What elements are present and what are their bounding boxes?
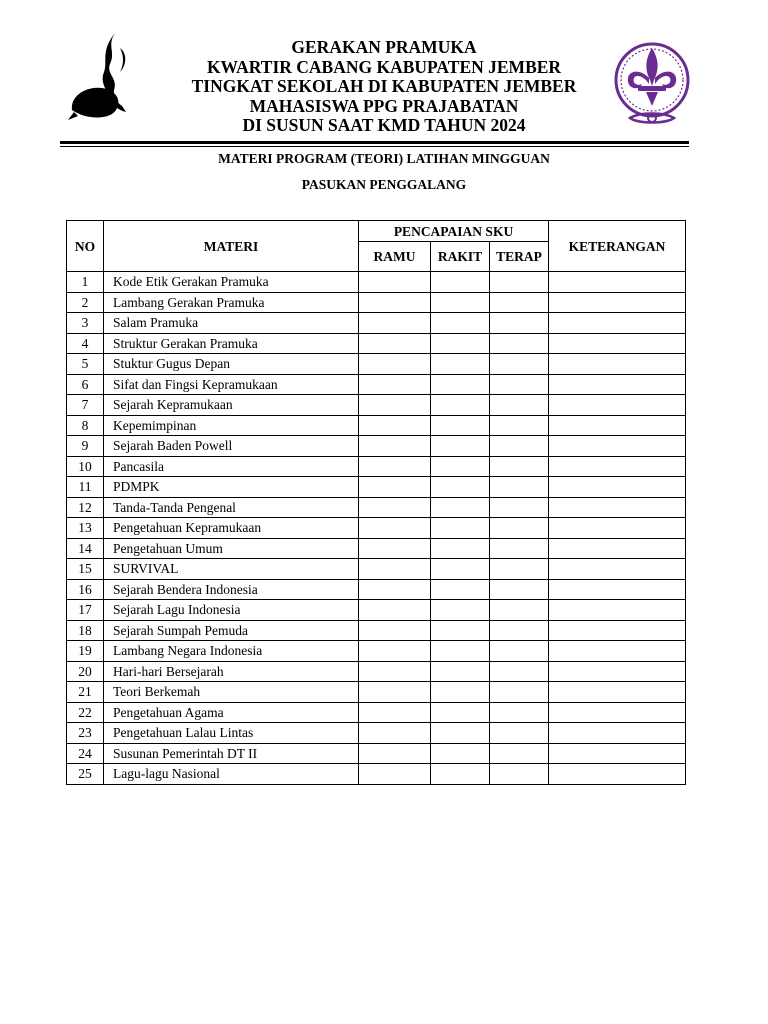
cell-keterangan	[549, 600, 686, 621]
cell-rakit	[431, 477, 490, 498]
cell-terap	[490, 333, 549, 354]
row-materi: Sejarah Sumpah Pemuda	[104, 620, 359, 641]
row-number: 3	[67, 313, 104, 334]
table-row	[67, 559, 686, 580]
table-row	[67, 764, 686, 785]
col-header-terap: TERAP	[490, 242, 549, 272]
cell-rakit	[431, 600, 490, 621]
cell-terap	[490, 436, 549, 457]
row-number: 7	[67, 395, 104, 416]
cell-ramu	[359, 764, 431, 785]
header-line-org: GERAKAN PRAMUKA	[291, 37, 477, 57]
row-materi: Teori Berkemah	[104, 682, 359, 703]
cell-keterangan	[549, 415, 686, 436]
cell-rakit	[431, 579, 490, 600]
cell-rakit	[431, 702, 490, 723]
document-subtitle: MATERI PROGRAM (TEORI) LATIHAN MINGGUAN	[218, 151, 550, 166]
cell-terap	[490, 456, 549, 477]
cell-keterangan	[549, 374, 686, 395]
cell-ramu	[359, 313, 431, 334]
cell-rakit	[431, 682, 490, 703]
cell-ramu	[359, 661, 431, 682]
cell-rakit	[431, 620, 490, 641]
cell-terap	[490, 723, 549, 744]
cell-rakit	[431, 395, 490, 416]
cell-keterangan	[549, 743, 686, 764]
row-number: 19	[67, 641, 104, 662]
cell-rakit	[431, 723, 490, 744]
table-row	[67, 579, 686, 600]
table-row	[67, 313, 686, 334]
table-body	[67, 272, 686, 785]
row-number: 15	[67, 559, 104, 580]
cell-rakit	[431, 313, 490, 334]
cell-ramu	[359, 682, 431, 703]
cell-rakit	[431, 374, 490, 395]
cell-rakit	[431, 764, 490, 785]
cell-rakit	[431, 661, 490, 682]
cell-rakit	[431, 456, 490, 477]
col-header-keterangan: KETERANGAN	[549, 221, 686, 272]
cell-ramu	[359, 456, 431, 477]
cell-keterangan	[549, 702, 686, 723]
row-number: 20	[67, 661, 104, 682]
row-materi: Kode Etik Gerakan Pramuka	[104, 272, 359, 293]
table-row	[67, 374, 686, 395]
cell-ramu	[359, 600, 431, 621]
table-row	[67, 620, 686, 641]
cell-ramu	[359, 518, 431, 539]
cell-ramu	[359, 620, 431, 641]
row-materi: Sejarah Kepramukaan	[104, 395, 359, 416]
cell-ramu	[359, 641, 431, 662]
cell-keterangan	[549, 436, 686, 457]
cell-terap	[490, 395, 549, 416]
cell-ramu	[359, 395, 431, 416]
cell-terap	[490, 313, 549, 334]
row-number: 22	[67, 702, 104, 723]
cell-terap	[490, 354, 549, 375]
cell-terap	[490, 661, 549, 682]
header-line-tingkat: TINGKAT SEKOLAH DI KABUPATEN JEMBER	[191, 76, 577, 97]
row-materi: Sejarah Bendera Indonesia	[104, 579, 359, 600]
row-materi: Lambang Gerakan Pramuka	[104, 292, 359, 313]
cell-terap	[490, 641, 549, 662]
header-divider-thin	[60, 146, 689, 147]
col-header-ramu: RAMU	[359, 242, 431, 272]
row-materi: Kepemimpinan	[104, 415, 359, 436]
col-header-no: NO	[67, 221, 104, 272]
row-number: 11	[67, 477, 104, 498]
cell-ramu	[359, 415, 431, 436]
cell-rakit	[431, 415, 490, 436]
row-number: 6	[67, 374, 104, 395]
row-materi: Struktur Gerakan Pramuka	[104, 333, 359, 354]
table-row	[67, 538, 686, 559]
cell-ramu	[359, 702, 431, 723]
cell-rakit	[431, 436, 490, 457]
cell-ramu	[359, 743, 431, 764]
cell-keterangan	[549, 497, 686, 518]
cell-ramu	[359, 579, 431, 600]
row-materi: Pengetahuan Agama	[104, 702, 359, 723]
document-subtitle-group: PASUKAN PENGGALANG	[301, 177, 467, 192]
cell-rakit	[431, 743, 490, 764]
cell-rakit	[431, 497, 490, 518]
row-number: 21	[67, 682, 104, 703]
row-materi: Sejarah Baden Powell	[104, 436, 359, 457]
cell-keterangan	[549, 661, 686, 682]
row-materi: Pengetahuan Umum	[104, 538, 359, 559]
cell-keterangan	[549, 579, 686, 600]
table-row	[67, 641, 686, 662]
table-row	[67, 436, 686, 457]
cell-rakit	[431, 538, 490, 559]
row-materi: Susunan Pemerintah DT II	[104, 743, 359, 764]
cell-terap	[490, 518, 549, 539]
cell-terap	[490, 620, 549, 641]
row-number: 16	[67, 579, 104, 600]
row-number: 2	[67, 292, 104, 313]
cell-keterangan	[549, 456, 686, 477]
row-materi: Sifat dan Fingsi Kepramukaan	[104, 374, 359, 395]
table-row	[67, 456, 686, 477]
cell-ramu	[359, 538, 431, 559]
col-header-pencapaian-sku: PENCAPAIAN SKU	[359, 221, 549, 242]
cell-rakit	[431, 559, 490, 580]
row-materi: Pancasila	[104, 456, 359, 477]
cell-ramu	[359, 374, 431, 395]
table-row	[67, 518, 686, 539]
row-number: 23	[67, 723, 104, 744]
row-number: 14	[67, 538, 104, 559]
cell-rakit	[431, 518, 490, 539]
cell-rakit	[431, 272, 490, 293]
header-line-mahasiswa: MAHASISWA PPG PRAJABATAN	[249, 95, 519, 116]
cell-keterangan	[549, 313, 686, 334]
cell-terap	[490, 559, 549, 580]
cell-keterangan	[549, 272, 686, 293]
row-materi: Sejarah Lagu Indonesia	[104, 600, 359, 621]
cell-keterangan	[549, 538, 686, 559]
table-row	[67, 415, 686, 436]
cell-keterangan	[549, 354, 686, 375]
table-row	[67, 600, 686, 621]
row-number: 18	[67, 620, 104, 641]
cell-ramu	[359, 477, 431, 498]
cell-keterangan	[549, 764, 686, 785]
row-number: 4	[67, 333, 104, 354]
row-number: 9	[67, 436, 104, 457]
table-row	[67, 661, 686, 682]
cell-ramu	[359, 292, 431, 313]
cell-terap	[490, 600, 549, 621]
table-row	[67, 497, 686, 518]
header-divider-thick	[60, 141, 689, 144]
cell-keterangan	[549, 292, 686, 313]
cell-ramu	[359, 436, 431, 457]
cell-ramu	[359, 354, 431, 375]
row-number: 24	[67, 743, 104, 764]
row-materi: Lambang Negara Indonesia	[104, 641, 359, 662]
cell-keterangan	[549, 723, 686, 744]
row-number: 1	[67, 272, 104, 293]
cell-terap	[490, 477, 549, 498]
cell-keterangan	[549, 641, 686, 662]
table-row	[67, 743, 686, 764]
cell-ramu	[359, 272, 431, 293]
row-materi: Lagu-lagu Nasional	[104, 764, 359, 785]
cell-ramu	[359, 559, 431, 580]
row-number: 12	[67, 497, 104, 518]
table-row	[67, 477, 686, 498]
row-materi: Pengetahuan Lalau Lintas	[104, 723, 359, 744]
cell-ramu	[359, 497, 431, 518]
table-row	[67, 682, 686, 703]
row-materi: Salam Pramuka	[104, 313, 359, 334]
table-row	[67, 333, 686, 354]
cell-rakit	[431, 641, 490, 662]
cell-terap	[490, 415, 549, 436]
row-number: 10	[67, 456, 104, 477]
cell-ramu	[359, 723, 431, 744]
cell-keterangan	[549, 559, 686, 580]
materi-table	[66, 220, 686, 785]
table-row	[67, 272, 686, 293]
cell-terap	[490, 497, 549, 518]
cell-terap	[490, 538, 549, 559]
cell-keterangan	[549, 518, 686, 539]
table-row	[67, 292, 686, 313]
cell-keterangan	[549, 620, 686, 641]
row-number: 17	[67, 600, 104, 621]
row-materi: Tanda-Tanda Pengenal	[104, 497, 359, 518]
cell-terap	[490, 682, 549, 703]
row-materi: Pengetahuan Kepramukaan	[104, 518, 359, 539]
cell-terap	[490, 374, 549, 395]
cell-terap	[490, 743, 549, 764]
row-number: 25	[67, 764, 104, 785]
row-materi: SURVIVAL	[104, 559, 359, 580]
table-row	[67, 395, 686, 416]
cell-terap	[490, 702, 549, 723]
fleur-de-lis-emblem-icon	[612, 34, 692, 128]
tunas-kelapa-icon	[66, 30, 134, 122]
cell-keterangan	[549, 682, 686, 703]
table-row	[67, 723, 686, 744]
header-line-tahun: DI SUSUN SAAT KMD TAHUN 2024	[242, 115, 526, 136]
col-header-materi: MATERI	[104, 221, 359, 272]
row-number: 5	[67, 354, 104, 375]
cell-ramu	[359, 333, 431, 354]
cell-keterangan	[549, 395, 686, 416]
row-materi: Hari-hari Bersejarah	[104, 661, 359, 682]
cell-keterangan	[549, 333, 686, 354]
cell-keterangan	[549, 477, 686, 498]
letterhead-title	[150, 38, 618, 136]
cell-rakit	[431, 333, 490, 354]
cell-rakit	[431, 292, 490, 313]
row-number: 13	[67, 518, 104, 539]
table-row	[67, 702, 686, 723]
cell-terap	[490, 292, 549, 313]
cell-terap	[490, 272, 549, 293]
cell-rakit	[431, 354, 490, 375]
header-line-kwartir: KWARTIR CABANG KABUPATEN JEMBER	[206, 56, 562, 77]
row-materi: Stuktur Gugus Depan	[104, 354, 359, 375]
row-materi: PDMPK	[104, 477, 359, 498]
col-header-rakit: RAKIT	[431, 242, 490, 272]
cell-terap	[490, 764, 549, 785]
row-number: 8	[67, 415, 104, 436]
table-row	[67, 354, 686, 375]
cell-terap	[490, 579, 549, 600]
